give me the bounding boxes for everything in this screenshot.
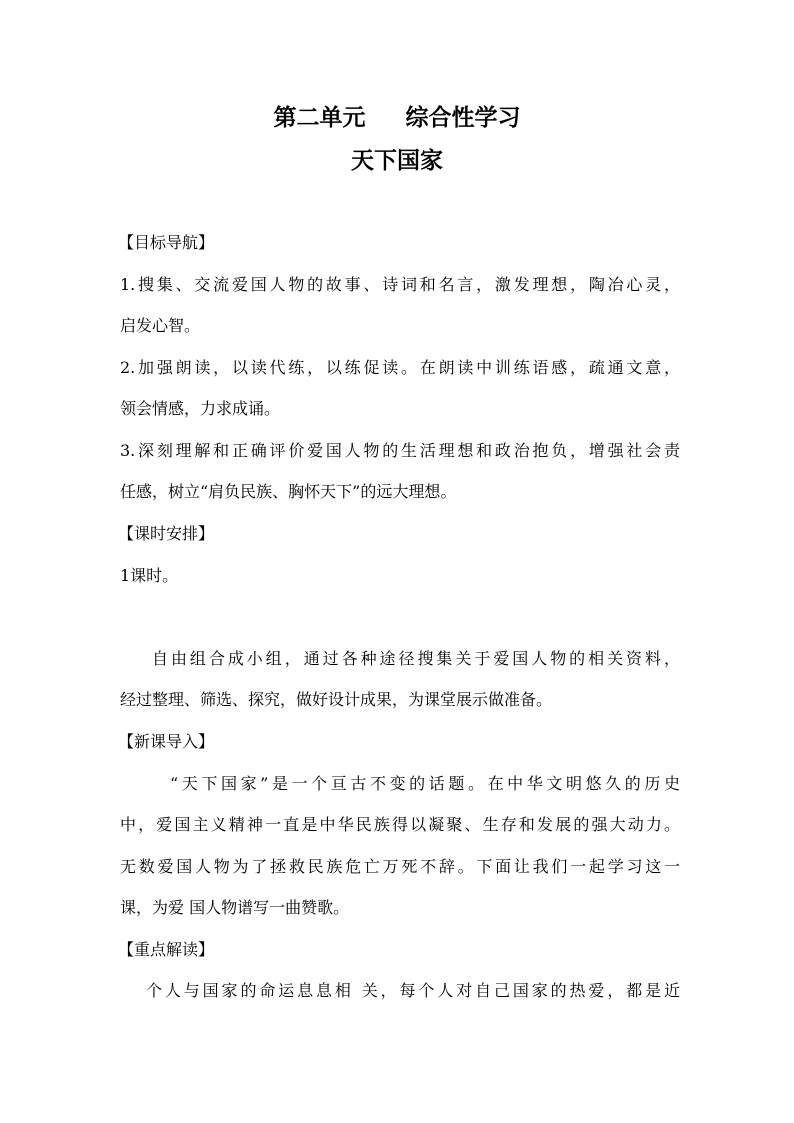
goal-1-line-2: 启发心智。	[120, 316, 201, 335]
goal-2-line-1: 2.加强朗读，以读代练，以练促读。在朗读中训练语感，疏通文意，	[120, 358, 680, 377]
schedule-heading: 【课时安排】	[118, 524, 215, 543]
prep-line-2: 经过整理、筛选、探究，做好设计成果，为课堂展示做准备。	[120, 690, 553, 709]
unit-topic: 综合性学习	[405, 105, 521, 131]
unit-title	[0, 103, 794, 133]
lesson-title: 天下国家	[351, 148, 443, 174]
goal-2-line-2: 领会情感，力求成诵。	[120, 399, 281, 418]
goals-heading: 【目标导航】	[118, 233, 215, 252]
goal-3-line-2: 任感，树立“肩负民族、胸怀天下”的远大理想。	[120, 482, 457, 501]
prep-line-1: 自由组合成小组，通过各种途径搜集关于爱国人物的相关资料，	[152, 649, 680, 668]
intro-line-1: “天下国家”是一个亘古不变的话题。在中华文明悠久的历史	[170, 774, 680, 793]
intro-heading: 【新课导入】	[118, 732, 215, 751]
intro-line-2: 中，爱国主义精神一直是中华民族得以凝聚、生存和发展的强大动力。	[120, 815, 680, 834]
goal-1-line-1: 1.搜集、交流爱国人物的故事、诗词和名言，激发理想，陶冶心灵，	[120, 275, 680, 294]
intro-line-4: 课，为爱 国人物谱写一曲赞歌。	[120, 898, 350, 917]
key-heading: 【重点解读】	[118, 940, 215, 959]
goal-3-line-1: 3.深刻理解和正确评价爱国人物的生活理想和政治抱负，增强社会责	[120, 441, 680, 460]
key-line-1: 个人与国家的命运息息相 关，每个人对自己国家的热爱，都是近	[146, 981, 680, 1000]
intro-line-3: 无数爱国人物为了拯救民族危亡万死不辞。下面让我们一起学习这一	[120, 857, 680, 876]
schedule-text: 1课时。	[120, 566, 179, 585]
unit-label: 第二单元	[273, 105, 366, 131]
